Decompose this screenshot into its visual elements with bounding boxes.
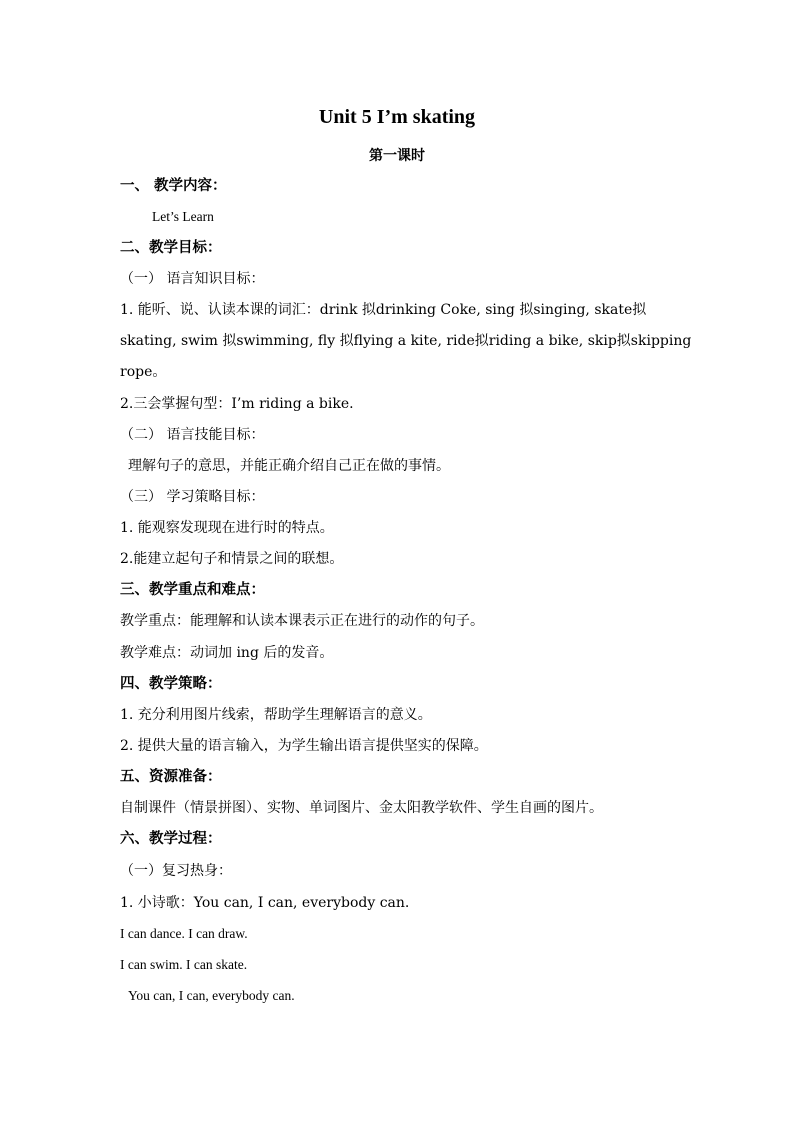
vocab-line-1: 1. 能听、说、认读本课的词汇：drink 拟drinking Coke, sing 拟singing, skate拟 <box>120 302 647 318</box>
document-title: Unit 5 I’m skating <box>318 106 476 128</box>
section-heading-resources: 五、资源准备： <box>120 769 222 785</box>
vocab-line-2: skating, swim 拟swimming, fly 拟flying a kite, ride拟riding a bike, skip拟skipping <box>120 333 692 349</box>
poem-line-3: I can swim. I can skate. <box>120 957 248 972</box>
section-heading-keypoints: 三、教学重点和难点： <box>120 582 265 598</box>
section-heading-objectives: 二、教学目标： <box>120 240 222 256</box>
poem-line-2: I can dance. I can draw. <box>120 926 248 941</box>
keypoint-text: 教学重点：能理解和认读本课表示正在进行的动作的句子。 <box>120 613 484 629</box>
subheading-skills: （二） 语言技能目标： <box>120 427 265 443</box>
poem-line-1: 1. 小诗歌：You can, I can, everybody can. <box>120 895 410 911</box>
strategy-list-item-2: 2. 提供大量的语言输入，为学生输出语言提供坚实的保障。 <box>120 738 488 754</box>
lesson-subtitle: 第一课时 <box>369 148 425 164</box>
vocab-line-3: rope。 <box>120 364 167 380</box>
difficulty-text: 教学难点：动词加 ing 后的发音。 <box>120 645 334 661</box>
strategy-item-1: 1. 能观察发现现在进行时的特点。 <box>120 520 334 536</box>
section-heading-strategies: 四、教学策略： <box>120 676 222 692</box>
poem-line-4: You can, I can, everybody can. <box>128 988 295 1003</box>
strategy-item-2: 2.能建立起句子和情景之间的联想。 <box>120 551 344 567</box>
section-heading-content: 一、 教学内容： <box>120 178 227 194</box>
sentence-pattern: 2.三会掌握句型：I’m riding a bike. <box>120 396 354 412</box>
strategy-list-item-1: 1. 充分利用图片线索，帮助学生理解语言的意义。 <box>120 707 432 723</box>
subheading-strategy: （三） 学习策略目标： <box>120 489 265 505</box>
skills-text: 理解句子的意思，并能正确介绍自己正在做的事情。 <box>128 458 450 474</box>
section-heading-process: 六、教学过程： <box>120 831 222 847</box>
subheading-knowledge: （一） 语言知识目标： <box>120 271 265 287</box>
subheading-warmup: （一）复习热身： <box>120 863 232 879</box>
resources-text: 自制课件（情景拼图）、实物、单词图片、金太阳教学软件、学生自画的图片。 <box>120 800 603 816</box>
content-item: Let’s Learn <box>152 209 214 224</box>
